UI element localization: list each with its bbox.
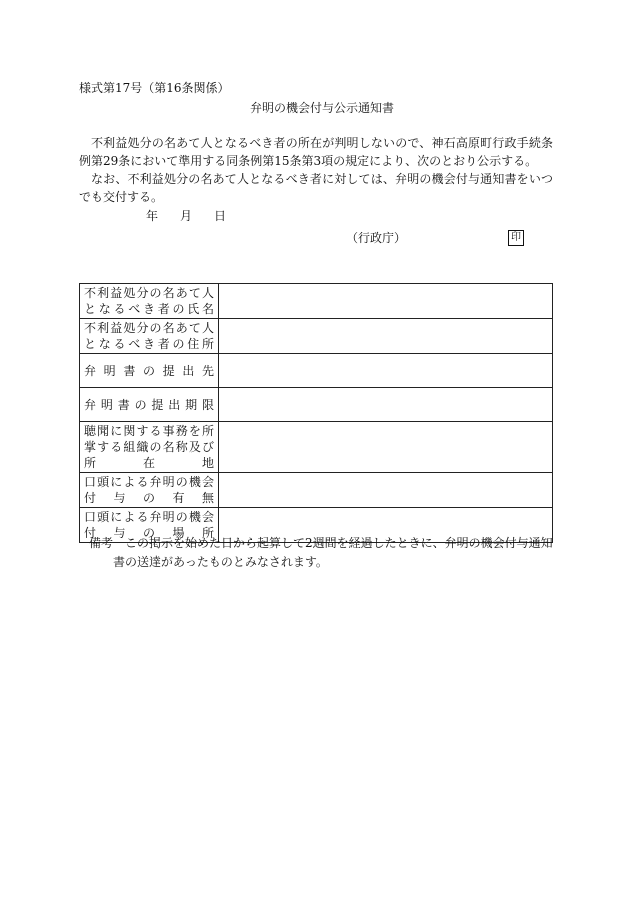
row-label-submission-destination: 弁明書の提出先: [80, 354, 219, 388]
remarks-text-line-1: この掲示を始めた日から起算して2週間を経過したときに、弁明の機会付与通知: [125, 536, 553, 550]
row-label-recipient-name: 不利益処分の名あて人となるべき者の氏名: [80, 284, 219, 319]
remarks: [79, 534, 553, 572]
row-label-submission-deadline: 弁明書の提出期限: [80, 388, 219, 422]
seal-mark: 印: [508, 230, 524, 246]
form-number: 様式第17号（第16条関係）: [79, 81, 230, 95]
row-label-oral-hearing-availability: 口頭による弁明の機会付与の有無: [80, 473, 219, 508]
date-year-label: 年: [146, 209, 159, 223]
table-row: [80, 473, 553, 508]
row-value-submission-deadline[interactable]: [219, 388, 553, 422]
row-label-responsible-office: 聴聞に関する事務を所掌する組織の名称及び所在地: [80, 422, 219, 473]
remarks-heading: 備考: [89, 536, 114, 550]
table-row: [80, 422, 553, 473]
notice-details-table: [79, 283, 553, 543]
row-value-oral-hearing-availability[interactable]: [219, 473, 553, 508]
table-row: [80, 319, 553, 354]
issuing-agency: （行政庁）: [346, 231, 407, 245]
date-day-label: 日: [214, 209, 227, 223]
row-label-recipient-address: 不利益処分の名あて人となるべき者の住所: [80, 319, 219, 354]
table-row: [80, 388, 553, 422]
date-month-label: 月: [180, 209, 193, 223]
body-text: [79, 134, 553, 206]
body-paragraph-1: 不利益処分の名あて人となるべき者の所在が判明しないので、神石高原町行政手続条例第29条において準用する同条例第15条第3項の規定により、次のとおり公示する。: [79, 136, 553, 168]
date-line: [146, 209, 226, 223]
row-value-submission-destination[interactable]: [219, 354, 553, 388]
table-row: [80, 284, 553, 319]
document-title: 弁明の機会付与公示通知書: [249, 101, 394, 115]
body-paragraph-2: なお、不利益処分の名あて人となるべき者に対しては、弁明の機会付与通知書をいつでも交付する。: [79, 172, 553, 204]
row-value-responsible-office[interactable]: [219, 422, 553, 473]
row-value-recipient-name[interactable]: [219, 284, 553, 319]
row-value-recipient-address[interactable]: [219, 319, 553, 354]
table-row: [80, 354, 553, 388]
remarks-text-line-2: 書の送達があったものとみなされます。: [113, 555, 328, 569]
row-label-oral-hearing-location: 口頭による弁明の機会付与の場所: [80, 508, 219, 543]
